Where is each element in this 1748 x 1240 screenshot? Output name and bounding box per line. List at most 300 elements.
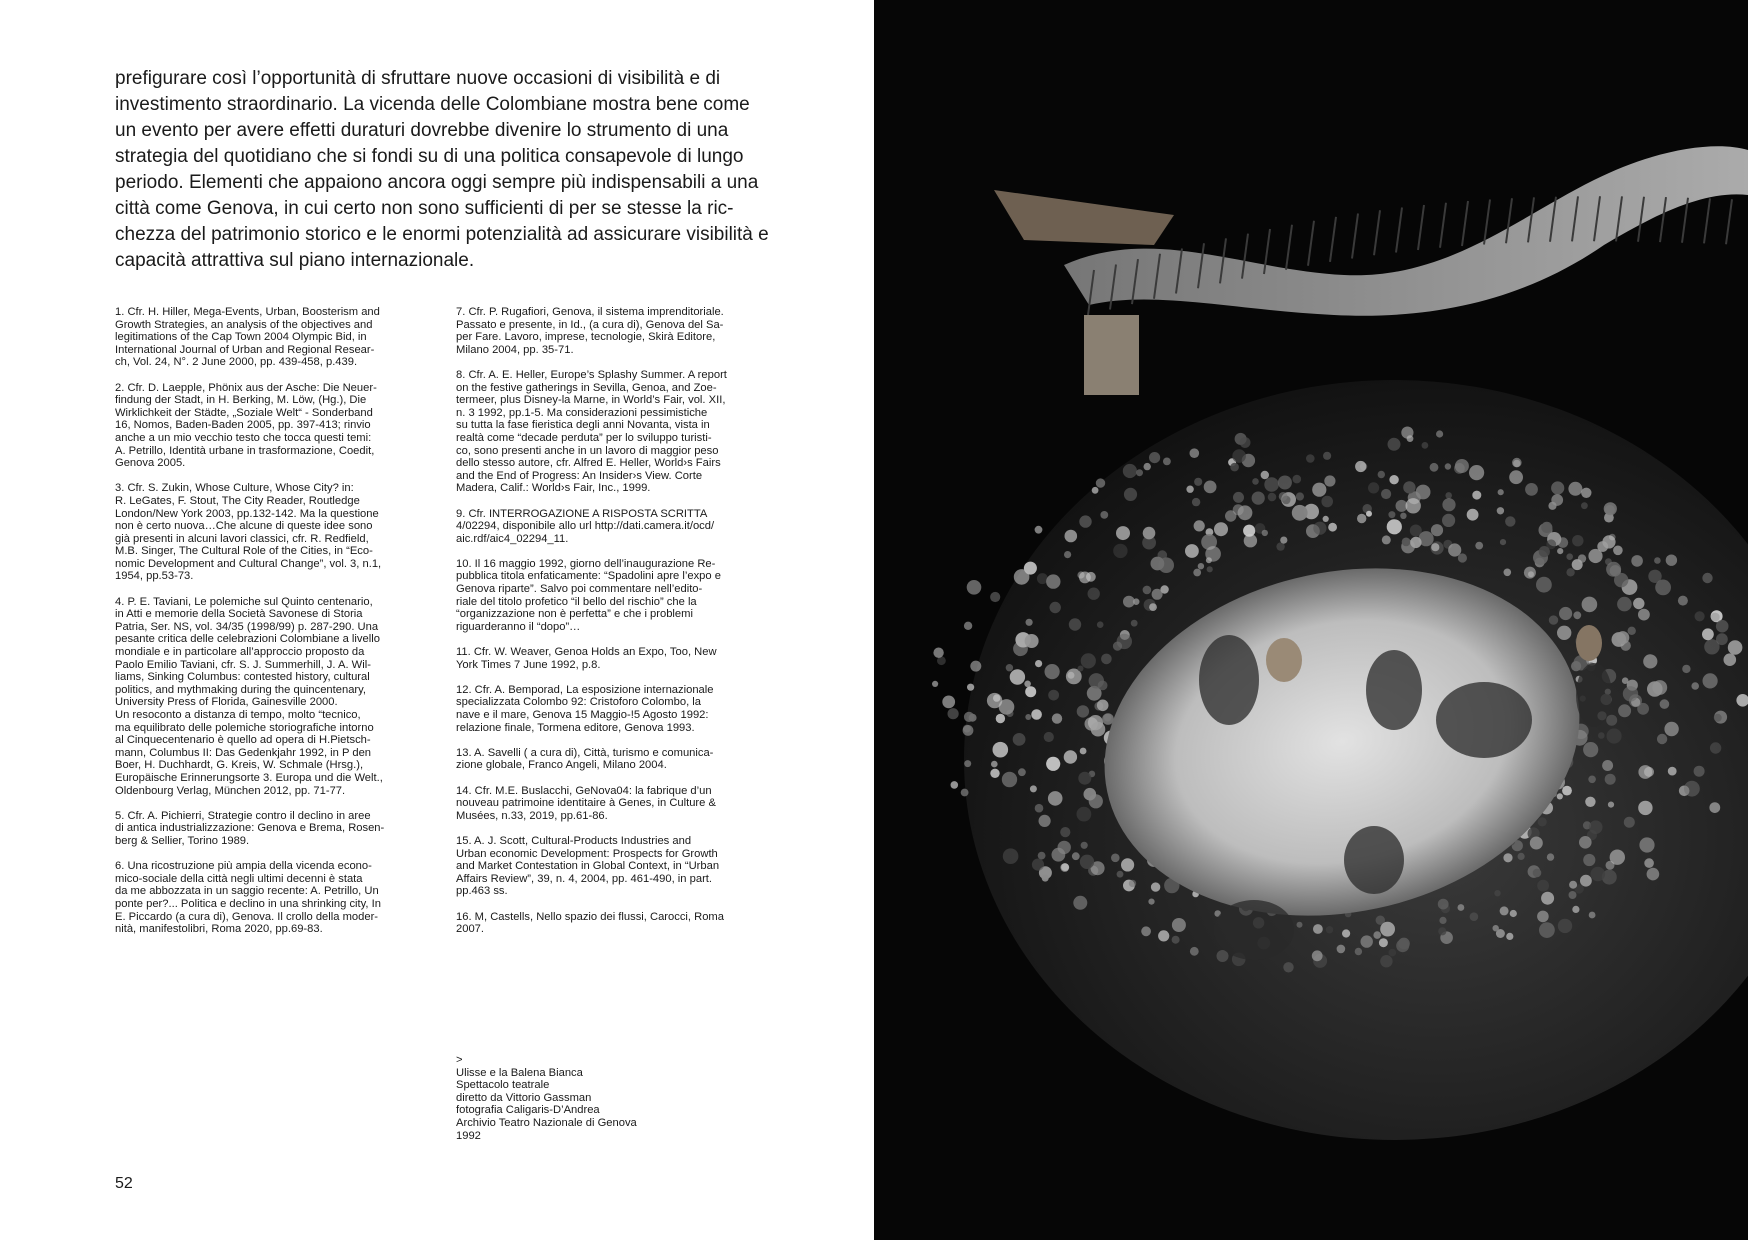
footnote-line: A. Petrillo, Identità urbane in trasformazione, Coedit,: [115, 444, 375, 457]
spectator: [1602, 760, 1613, 771]
footnote-line: 8. Cfr. A. E. Heller, Europe’s Splashy Summer. A report: [456, 368, 727, 381]
spectator: [1582, 597, 1598, 613]
body-line: città come Genova, in cui certo non sono sufficienti di per se stesse la ric-: [115, 198, 734, 219]
footnote-line: nave e il mare, Genova 15 Maggio-!5 Agosto 1992:: [456, 709, 709, 721]
spectator: [964, 622, 972, 630]
spectator: [1559, 607, 1572, 620]
spectator: [1541, 892, 1554, 905]
spectator: [1355, 948, 1362, 955]
footnote-line: 10. Il 16 maggio 1992, giorno dell’inaugurazione Re-: [456, 557, 716, 570]
spectator: [1438, 927, 1446, 935]
footnote-line: Madera, Calif.: World›s Fair, Inc., 1999.: [456, 482, 651, 495]
spectator: [1032, 859, 1044, 871]
dancer: [1576, 663, 1612, 727]
spectator: [1278, 476, 1292, 490]
spectator: [1117, 871, 1124, 878]
spectator: [1079, 515, 1091, 527]
spectator: [1388, 438, 1401, 451]
spectator: [1500, 906, 1509, 915]
barrel-prop: [1266, 638, 1302, 682]
spectator: [1710, 742, 1721, 753]
footnote-line: per Fare. Lavoro, imprese, tecnologie, Skirà Editore,: [456, 331, 716, 344]
spectator: [1361, 935, 1373, 947]
spectator: [1583, 854, 1595, 866]
footnote-line: pesante critica delle celebrazioni Colombiane a livello: [115, 633, 380, 646]
spectator: [1313, 924, 1323, 934]
spectator: [1572, 535, 1583, 546]
footnote-line: riguarderanno il “dopo”…: [456, 620, 581, 633]
footnote-line: Wirklichkeit der Städte, „Soziale Welt“ - Sonderband: [115, 406, 373, 419]
spectator: [1097, 700, 1109, 712]
spectator: [1072, 852, 1080, 860]
footnote-line: International Journal of Urban and Regional Resear-: [115, 343, 375, 356]
spectator: [1262, 530, 1268, 536]
spectator: [1445, 492, 1452, 499]
spectator: [1121, 858, 1134, 871]
spectator: [1703, 673, 1718, 688]
spectator: [1279, 492, 1288, 501]
footnote-line: Oldenbourg Verlag, München 2012, pp. 71-77.: [115, 784, 346, 797]
footnote-line: York Times 7 June 1992, p.8.: [456, 658, 601, 671]
spectator: [1666, 555, 1677, 566]
spectator: [1261, 471, 1269, 479]
spectator: [1081, 842, 1088, 849]
spectator: [1194, 478, 1202, 486]
spectator: [1684, 781, 1700, 797]
spectator: [1073, 896, 1087, 910]
spectator: [1387, 519, 1402, 534]
footnote-line: 7. Cfr. P. Rugafiori, Genova, il sistema imprenditoriale.: [456, 306, 724, 318]
spectator: [1382, 535, 1391, 544]
footnote-line: 14. Cfr. M.E. Buslacchi, GeNova04: la fabrique d’un: [456, 784, 712, 797]
footnote-line: mico-sociale della città negli ultimi decenni è stata: [115, 872, 363, 885]
spectator: [1557, 548, 1563, 554]
spectator: [1163, 458, 1171, 466]
footnote: [456, 747, 761, 772]
footnote-line: Patria, Ser. NS, vol. 34/35 (1998/99) p. 287-290. Una: [115, 620, 379, 633]
spectator: [1342, 929, 1350, 937]
spectator: [1610, 850, 1625, 865]
spectator: [1097, 621, 1104, 628]
dancer: [1436, 682, 1532, 758]
footnote-line: mondiale e in particolare all’approccio proposto da: [115, 646, 365, 659]
spectator: [1628, 627, 1636, 635]
spectator: [1292, 505, 1308, 521]
right-page: [874, 0, 1748, 1240]
spectator: [1589, 820, 1603, 834]
spectator: [1647, 868, 1660, 881]
spectator: [1045, 664, 1060, 679]
spectator: [1604, 502, 1617, 515]
spectator: [1475, 542, 1483, 550]
spectator: [1380, 955, 1392, 967]
spectator: [1439, 917, 1446, 924]
spectator: [1539, 546, 1550, 557]
spectator: [1591, 867, 1606, 882]
spectator: [1129, 880, 1136, 887]
spectator: [1337, 945, 1346, 954]
footnote-line: 9. Cfr. INTERROGAZIONE A RISPOSTA SCRITTA: [456, 507, 708, 520]
spectator: [970, 661, 981, 672]
spectator: [1044, 732, 1054, 742]
spectator: [1566, 553, 1573, 560]
spectator: [1100, 511, 1108, 519]
spectator: [1185, 544, 1199, 558]
spectator: [1400, 513, 1406, 519]
spectator: [1631, 555, 1643, 567]
footnote-line: Passato e presente, in Id., (a cura di), Genova del Sa-: [456, 318, 724, 331]
spectator: [1144, 463, 1151, 470]
footnote-line: su tutta la fase fieristica degli anni Novanta, vista in: [456, 419, 710, 432]
footnote-line: specializzata Colombo 92: Cristoforo Colombo, la: [456, 696, 701, 709]
footnote-line: 3. Cfr. S. Zukin, Whose Culture, Whose City? in:: [115, 482, 354, 495]
spectator: [1306, 454, 1315, 463]
spectator: [1467, 509, 1479, 521]
spectator: [1422, 442, 1429, 449]
spectator: [1010, 669, 1025, 684]
spectator: [1498, 489, 1504, 495]
spectator: [1379, 938, 1388, 947]
spectator: [1024, 562, 1037, 575]
spectator: [996, 714, 1005, 723]
footnote: [456, 785, 761, 823]
spectator: [1569, 891, 1577, 899]
spectator: [1716, 633, 1728, 645]
footnote-line: da me abbozzata in un saggio recente: A. Petrillo, Un: [115, 885, 379, 898]
spectator: [993, 742, 1009, 758]
spectator: [1664, 722, 1678, 736]
spectator: [1326, 926, 1333, 933]
spectator: [1506, 933, 1513, 940]
spectator: [1597, 541, 1608, 552]
spectator: [1724, 653, 1737, 666]
spectator: [1436, 430, 1443, 437]
spectator: [1091, 722, 1106, 737]
dancer: [1344, 826, 1404, 894]
body-line: un evento per avere effetti duraturi dovrebbe divenire lo strumento di una: [115, 120, 729, 141]
spectator: [1551, 481, 1564, 494]
spectator: [1172, 936, 1180, 944]
spectator: [1323, 452, 1331, 460]
body-line: prefigurare così l’opportunità di sfruttare nuove occasioni di visibilità e di: [115, 68, 721, 89]
footnote-line: 4/02294, disponibile allo url http://dati.camera.it/ocd/: [456, 520, 715, 533]
spectator: [1728, 640, 1743, 655]
spectator: [1505, 516, 1515, 526]
spectator: [1709, 802, 1720, 813]
spectator: [1194, 520, 1205, 531]
spectator: [1562, 786, 1572, 796]
footnote-line: co, sono presenti anche in un lavoro di maggior peso: [456, 444, 719, 457]
spectator: [1116, 526, 1130, 540]
caption-line: Spettacolo teatrale: [456, 1079, 550, 1092]
spectator: [1080, 748, 1087, 755]
spectator: [1268, 493, 1277, 502]
photo-caption: [456, 1054, 637, 1142]
footnote-line: n. 3 1992, pp.1-5. Ma considerazioni pessimistiche: [456, 406, 708, 419]
spectator: [1233, 504, 1244, 515]
spectator: [1328, 523, 1337, 532]
spectator: [1536, 577, 1552, 593]
footnotes-column-right: [456, 306, 761, 948]
spectator: [1533, 869, 1542, 878]
spectator: [1605, 774, 1616, 785]
footnote-line: R. LeGates, F. Stout, The City Reader, Routledge: [115, 494, 360, 507]
footnote-line: legitimations of the Cap Town 2004 Olympic Bid, in: [115, 331, 367, 344]
spectator: [1549, 615, 1558, 624]
spectator: [1380, 922, 1395, 937]
footnote-line: 1. Cfr. H. Hiller, Mega-Events, Urban, Boosterism and: [115, 306, 380, 318]
spectator: [1077, 807, 1092, 822]
body-line: chezza del patrimonio storico e le enormi potenzialità ad assicurare visibilità e: [115, 224, 769, 245]
spectator: [1111, 854, 1120, 863]
dancer: [1199, 635, 1259, 725]
caption-line: Archivio Teatro Nazionale di Genova: [456, 1116, 637, 1129]
spectator: [1312, 950, 1323, 961]
spectator: [967, 580, 982, 595]
spectator: [1321, 496, 1333, 508]
spectator: [1583, 742, 1598, 757]
footnote-line: Paolo Emilio Taviani, cfr. S. J. Summerhill, J. A. Wil-: [115, 658, 371, 671]
spectator: [1581, 488, 1591, 498]
spectator: [1623, 686, 1638, 701]
spectator: [1102, 713, 1114, 725]
spectator: [967, 684, 974, 691]
footnote-line: non è certo nuova…Che alcune di queste idee sono: [115, 520, 373, 533]
spectator: [1296, 492, 1304, 500]
spectator: [1025, 686, 1036, 697]
spectator: [1638, 765, 1652, 779]
footnote-line: 6. Una ricostruzione più ampia della vicenda econo-: [115, 860, 372, 873]
footnote: [456, 558, 761, 634]
spectator: [1618, 704, 1631, 717]
footnote-line: politics, and mythmaking during the quincentenary,: [115, 683, 367, 696]
spectator: [1388, 511, 1395, 518]
spectator: [1355, 461, 1366, 472]
spectator: [1644, 858, 1654, 868]
spectator: [1624, 817, 1635, 828]
footnote-line: nomic Development and Cultural Change”, vol. 3, n.1,: [115, 557, 382, 570]
footnote-line: Europäische Erinnerungsorte 3. Europa und die Welt.,: [115, 771, 383, 784]
footnote-line: M.B. Singer, The Cultural Role of the Cities, in “Eco-: [115, 545, 373, 558]
spectator: [1240, 437, 1251, 448]
footnote: [456, 835, 761, 898]
caption-arrow: >: [456, 1054, 463, 1066]
barrel-prop: [1576, 625, 1602, 661]
footnote-line: and the End of Progress: An Insider›s View. Corte: [456, 469, 703, 482]
spectator: [1190, 448, 1200, 458]
footnote-line: ma equilibrato delle polemiche storiografiche intorno: [115, 721, 374, 734]
spectator: [1682, 665, 1690, 673]
footnote-line: 16, Nomos, Baden-Baden 2005, pp. 397-413; rinvio: [115, 419, 371, 432]
footnote-line: nità, manifestolibri, Roma 2020, pp.69-83.: [115, 923, 323, 936]
spectator: [1691, 682, 1699, 690]
spectator: [1148, 899, 1154, 905]
footnote: [456, 646, 761, 671]
spectator: [1566, 568, 1574, 576]
spectator: [1078, 772, 1091, 785]
spectator: [987, 693, 1002, 708]
spectator: [1297, 922, 1303, 928]
spectator: [990, 769, 999, 778]
spectator: [1660, 699, 1670, 709]
spectator: [1230, 463, 1239, 472]
spectator: [1579, 836, 1592, 849]
spectator: [1493, 925, 1499, 931]
spectator: [1141, 926, 1151, 936]
spectator: [1504, 569, 1512, 577]
spectator: [1537, 911, 1549, 923]
spectator: [991, 761, 998, 768]
spectator: [1069, 618, 1081, 630]
caption-line: diretto da Vittorio Gassman: [456, 1091, 592, 1104]
spectator: [933, 648, 943, 658]
footnote-line: pubblica titola enfaticamente: “Spadolini apre l’expo e: [456, 570, 721, 583]
spectator: [1442, 498, 1455, 511]
spectator: [1617, 597, 1632, 612]
spectator: [1042, 875, 1049, 882]
spectator: [1503, 853, 1512, 862]
spectator: [1389, 475, 1398, 484]
spectator: [1198, 563, 1204, 569]
spectator: [1205, 546, 1221, 562]
spectator: [1694, 766, 1705, 777]
footnote-line: Affairs Review”, 39, n. 4, 2004, pp. 461-490, in part.: [456, 872, 713, 885]
spectator: [1373, 931, 1381, 939]
spectator: [1530, 837, 1543, 850]
footnote-line: 2007.: [456, 923, 484, 936]
spectator: [1702, 628, 1714, 640]
spectator: [1312, 483, 1326, 497]
spectator: [1233, 492, 1244, 503]
spectator: [1541, 522, 1552, 533]
page-number: 52: [115, 1175, 133, 1192]
spectator: [1638, 801, 1652, 815]
spectator: [932, 681, 938, 687]
spectator: [1084, 788, 1097, 801]
spectator: [1046, 757, 1060, 771]
spectator: [1454, 463, 1465, 474]
spectator: [961, 789, 969, 797]
spectator: [1123, 464, 1137, 478]
footnote-line: London/New York 2003, pp.132-142. Ma la questione: [115, 507, 379, 520]
spectator: [1608, 802, 1614, 808]
spectator: [1149, 603, 1157, 611]
spectator: [1050, 691, 1059, 700]
spectator: [1402, 538, 1411, 547]
body-line: strategia del quotidiano che si fondi su di una politica consapevole di lungo: [115, 146, 744, 167]
footnote: [456, 306, 761, 356]
spectator: [1648, 570, 1661, 583]
dancer: [1366, 650, 1422, 730]
caption-year: 1992: [456, 1129, 481, 1142]
spectator: [942, 696, 955, 709]
footnote-line: and Market Contestation in Global Context, in “Urban: [456, 860, 720, 873]
spectator: [1366, 511, 1372, 517]
spectator: [1136, 469, 1143, 476]
spectator: [1403, 481, 1415, 493]
spectator: [1117, 634, 1132, 649]
footnote: [456, 684, 761, 734]
spectator: [1101, 654, 1112, 665]
spectator: [1252, 492, 1265, 505]
spectator: [1252, 478, 1259, 485]
footnote-line: relazione finale, Tormena editore, Genova 1993.: [456, 721, 695, 734]
spectator: [1569, 881, 1577, 889]
spectator: [1214, 522, 1228, 536]
spectator: [1048, 791, 1063, 806]
spectator: [1323, 516, 1329, 522]
footnote-line: 13. A. Savelli ( a cura di), Città, turismo e comunica-: [456, 746, 714, 759]
footnote-line: “organizzazione non è perfetta” e che i problemi: [456, 608, 693, 621]
spectator: [1026, 619, 1033, 626]
footnote-line: 1954, pp.53-73.: [115, 570, 194, 583]
footnote-line: zione globale, Franco Angeli, Milano 2004.: [456, 759, 667, 772]
spectator: [1035, 526, 1043, 534]
spectator: [1143, 527, 1156, 540]
spectator: [1060, 827, 1070, 837]
spectator: [1013, 733, 1026, 746]
footnote-line: berg & Sellier, Torino 1989.: [115, 834, 250, 847]
spectator: [1046, 574, 1060, 588]
spectator: [1548, 502, 1556, 510]
spectator: [1313, 522, 1326, 535]
spectator: [1558, 537, 1569, 548]
spectator: [1124, 488, 1137, 501]
spectator: [1539, 922, 1555, 938]
spectator: [1616, 631, 1629, 644]
spectator: [1025, 714, 1031, 720]
spectator: [1509, 470, 1523, 484]
spectator: [1035, 660, 1042, 667]
spectator: [1060, 863, 1069, 872]
footnote: [456, 911, 761, 936]
spectator: [1448, 543, 1461, 556]
spectator: [1657, 734, 1667, 744]
spectator: [1123, 596, 1135, 608]
spectator: [1573, 611, 1581, 619]
spectator: [1568, 482, 1582, 496]
spectator: [1537, 880, 1549, 892]
spectator: [1442, 514, 1455, 527]
spectator: [948, 708, 959, 719]
footnote-line: realtà come “decade perduta” per lo sviluppo turisti-: [456, 431, 712, 444]
spectator: [1151, 882, 1160, 891]
spectator: [1668, 767, 1677, 776]
spectator: [1416, 485, 1431, 500]
spectator: [1572, 559, 1583, 570]
spectator: [1714, 714, 1722, 722]
spectator: [1647, 681, 1663, 697]
body-line: periodo. Elementi che appaiono ancora oggi sempre più indispensabili a una: [115, 172, 759, 193]
caption-title: Ulisse e la Balena Bianca: [456, 1066, 583, 1079]
spectator: [1065, 530, 1078, 543]
spectator: [1410, 537, 1421, 548]
spectator: [963, 725, 974, 736]
footnote-line: University Press of Florida, Gainesville 2000.: [115, 696, 338, 709]
footnote-line: 5. Cfr. A. Pichierri, Strategie contro il declino in aree: [115, 809, 371, 822]
spectator: [1470, 912, 1479, 921]
spectator: [1018, 768, 1026, 776]
spectator: [1606, 562, 1621, 577]
spectator: [1080, 855, 1094, 869]
footnote-line: findung der Stadt, in H. Berking, M. Löw, (Hg.), Die: [115, 394, 367, 407]
spectator: [1207, 566, 1213, 572]
footnote: [115, 482, 415, 583]
spectator: [1190, 947, 1199, 956]
spectator: [990, 592, 1000, 602]
footnote-line: mann, Columbus II: Das Gedenkjahr 1992, in P den: [115, 746, 372, 759]
footnotes-column-left: [115, 306, 415, 948]
